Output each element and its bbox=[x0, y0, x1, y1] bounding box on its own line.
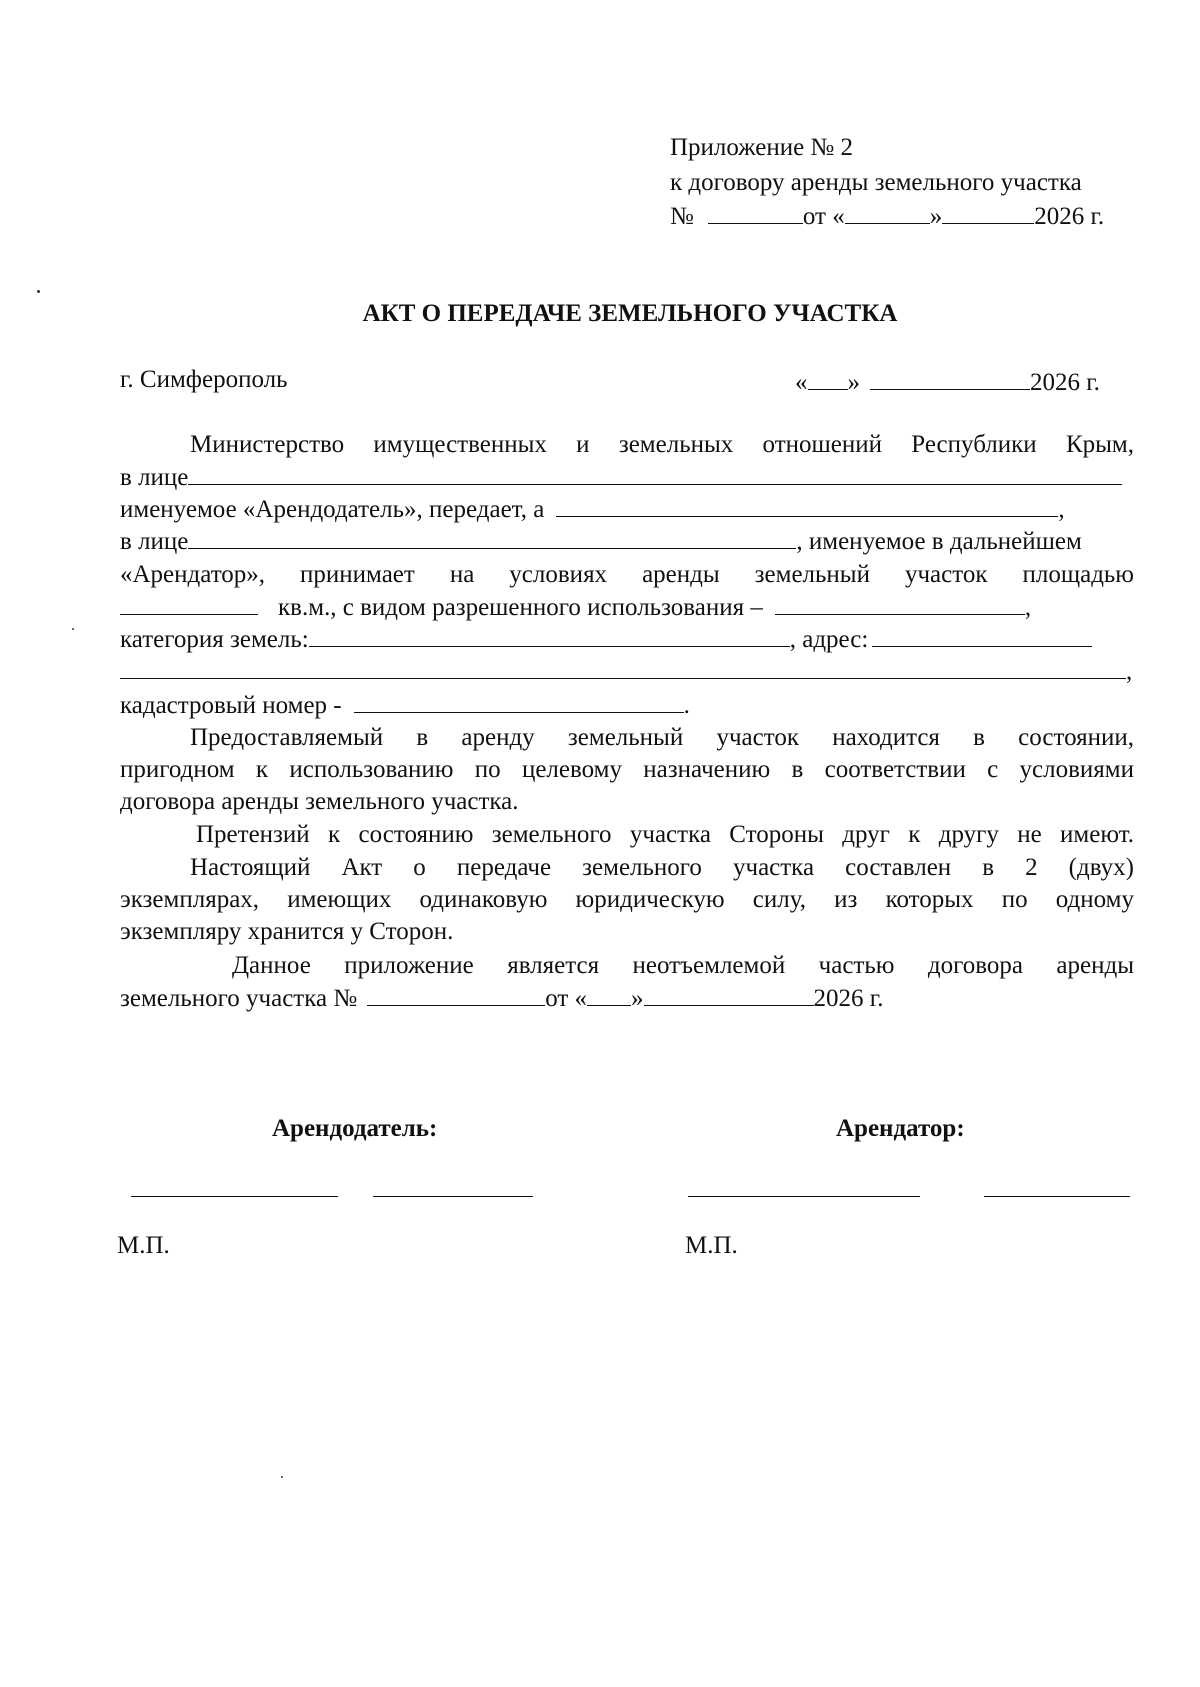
quote-close: » bbox=[631, 985, 644, 1012]
lessee-rep-line bbox=[120, 526, 1082, 557]
area-use-text: кв.м., с видом разрешенного использования – bbox=[278, 594, 763, 621]
land-category-blank bbox=[309, 624, 790, 647]
cadastral-number-blank bbox=[354, 690, 684, 713]
lessor-signature-label: Арендодатель: bbox=[272, 1115, 438, 1142]
lessee-seal-mark: М.П. bbox=[685, 1232, 738, 1259]
act-date-line bbox=[795, 367, 1100, 398]
area-blank bbox=[120, 592, 258, 615]
appendix-number: Приложение № 2 bbox=[670, 134, 854, 161]
from-label: от « bbox=[802, 203, 845, 230]
act-month-blank bbox=[870, 367, 1030, 390]
permitted-use-blank bbox=[775, 592, 1025, 615]
city: г. Симферополь bbox=[120, 366, 288, 393]
act-day-blank bbox=[808, 367, 848, 390]
lessor-named-text: именуемое «Арендодатель», передает, а bbox=[120, 496, 545, 523]
day-blank bbox=[845, 201, 930, 224]
lessee-name-blank bbox=[556, 494, 1058, 517]
condition-paragraph-line3: договора аренды земельного участка. bbox=[120, 788, 519, 815]
month-blank bbox=[942, 201, 1034, 224]
lessor-representative-blank bbox=[188, 462, 1122, 485]
in-person-label: в лице bbox=[120, 528, 189, 555]
appendix-number-date-line bbox=[670, 201, 1104, 232]
lessor-signature-line bbox=[131, 1196, 338, 1197]
copies-paragraph-line2: экземплярах, имеющих одинаковую юридическую силу, из которых по одному bbox=[120, 886, 1134, 913]
header-year: 2026 г. bbox=[1034, 203, 1105, 230]
comma: , bbox=[1058, 496, 1065, 523]
document-title: АКТ О ПЕРЕДАЧЕ ЗЕМЕЛЬНОГО УЧАСТКА bbox=[362, 300, 898, 327]
from-label: от « bbox=[545, 985, 588, 1012]
lessee-representative-blank bbox=[188, 526, 796, 549]
contract-month-blank bbox=[644, 983, 814, 1006]
quote-open: « bbox=[795, 369, 808, 396]
address-label: , адрес: bbox=[789, 626, 869, 653]
lessor-rep-line bbox=[120, 462, 1122, 493]
comma: , bbox=[1126, 658, 1133, 685]
hereinafter-text: , именуемое в дальнейшем bbox=[796, 528, 1082, 555]
scan-speck bbox=[72, 628, 74, 630]
contract-number-blank bbox=[367, 983, 545, 1006]
quote-close: » bbox=[847, 369, 860, 396]
cadastral-line bbox=[120, 690, 690, 721]
lessor-transfers-line bbox=[120, 494, 1065, 525]
cadastral-label: кадастровый номер - bbox=[120, 692, 342, 719]
lessee-name-line bbox=[984, 1196, 1130, 1197]
contract-number-blank bbox=[708, 201, 803, 224]
copies-paragraph-line3: экземпляру хранится у Сторон. bbox=[120, 918, 454, 945]
condition-paragraph-line2: пригодном к использованию по целевому назначению в соответствии с условиями bbox=[120, 756, 1134, 783]
condition-paragraph-line1: Предоставляемый в аренду земельный участок находится в состоянии, bbox=[190, 724, 1134, 751]
lessee-accepts-line: «Арендатор», принимает на условиях аренды земельный участок площадью bbox=[120, 561, 1134, 588]
quote-close: » bbox=[929, 203, 943, 230]
appendix-contract-ref: к договору аренды земельного участка bbox=[670, 169, 1082, 196]
number-sign: № bbox=[670, 203, 694, 230]
scan-speck bbox=[281, 1476, 283, 1478]
integral-part-line2 bbox=[120, 983, 883, 1014]
period: . bbox=[683, 692, 690, 719]
ministry-line: Министерство имущественных и земельных отношений Республики Крым, bbox=[190, 431, 1134, 458]
address-continuation-blank bbox=[120, 656, 1126, 679]
lessee-signature-label: Арендатор: bbox=[836, 1115, 965, 1142]
integral-part-line1: Данное приложение является неотъемлемой частью договора аренды bbox=[232, 952, 1134, 979]
land-category-label: категория земель: bbox=[120, 626, 309, 653]
no-claims-paragraph: Претензий к состоянию земельного участка Стороны друг к другу не имеют. bbox=[196, 821, 1134, 848]
lessor-seal-mark: М.П. bbox=[117, 1232, 170, 1259]
lessor-name-line bbox=[373, 1196, 533, 1197]
contract-day-blank bbox=[587, 983, 631, 1006]
land-category-line bbox=[120, 624, 1092, 655]
copies-paragraph-line1: Настоящий Акт о передаче земельного участка составлен в 2 (двух) bbox=[190, 854, 1134, 881]
contract-number-label: земельного участка № bbox=[120, 985, 358, 1012]
act-year: 2026 г. bbox=[1030, 369, 1100, 396]
comma: , bbox=[1024, 594, 1032, 621]
in-person-label: в лице bbox=[120, 464, 189, 491]
address-blank bbox=[872, 624, 1092, 647]
contract-year: 2026 г. bbox=[813, 985, 884, 1012]
address-continuation-line bbox=[120, 656, 1132, 687]
area-use-line bbox=[120, 592, 1031, 623]
scan-speck bbox=[37, 290, 40, 293]
lessee-signature-line bbox=[688, 1196, 920, 1197]
